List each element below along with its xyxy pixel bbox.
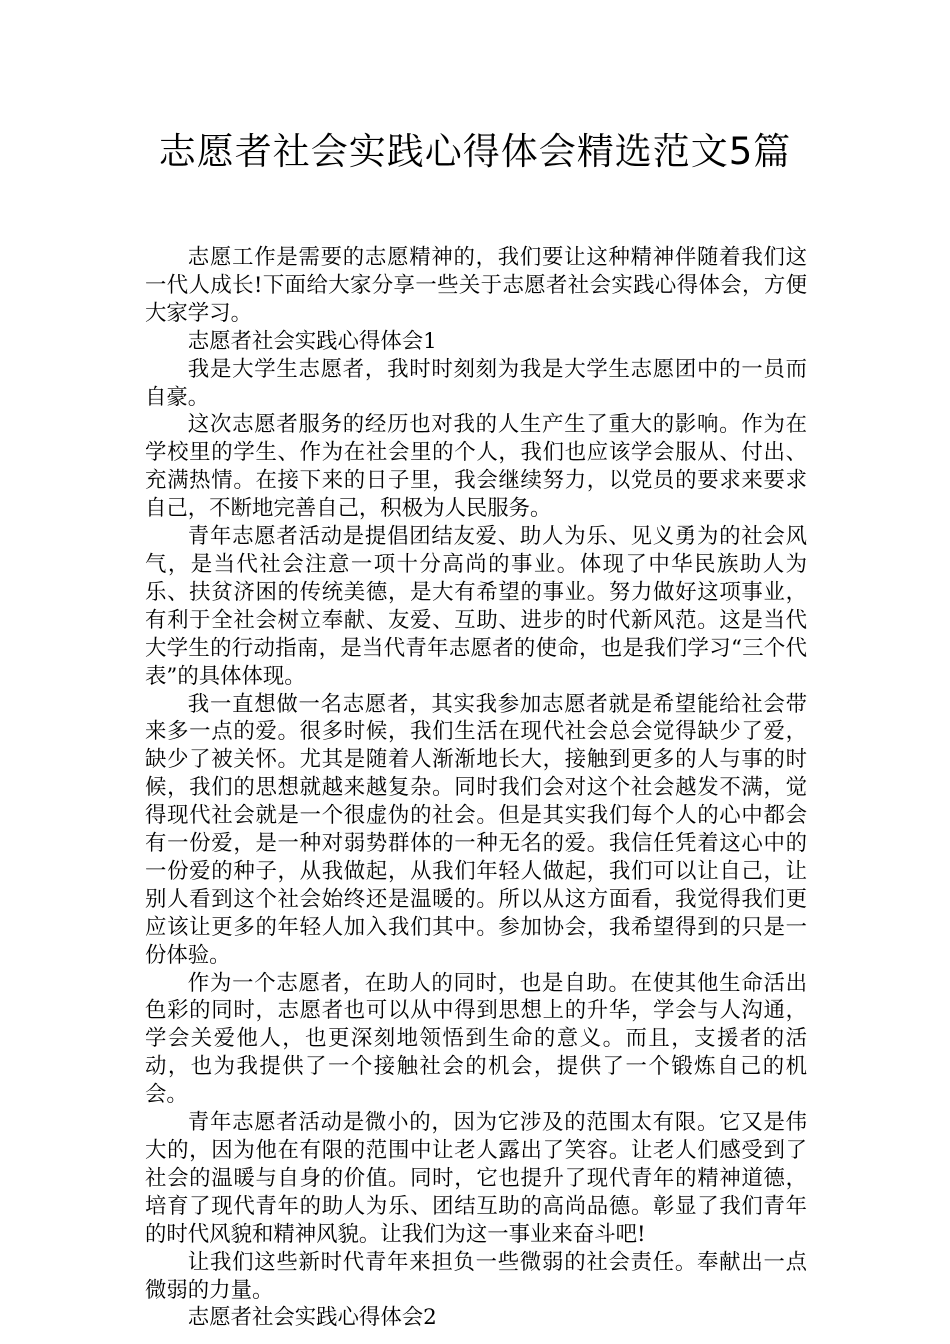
- intro-paragraph: 志愿工作是需要的志愿精神的，我们要让这种精神伴随着我们这一代人成长!下面给大家分享一些关于志愿者社会实践心得体会，方便大家学习。: [145, 245, 807, 326]
- section-heading: 志愿者社会实践心得体会1: [187, 328, 437, 354]
- document-title: 志愿者社会实践心得体会精选范文5篇: [158, 130, 792, 173]
- body-paragraph: 作为一个志愿者，在助人的同时，也是自助。在使其他生命活出色彩的同时，志愿者也可以从中得到思想上的升华，学会与人沟通，学会关爱他人，也更深刻地领悟到生命的意义。而且，支援者的活动，也为我提供了一个接触社会的机会，提供了一个锻炼自己的机会。: [145, 970, 807, 1108]
- body-paragraph: 这次志愿者服务的经历也对我的人生产生了重大的影响。作为在学校里的学生、作为在社会里的个人，我们也应该学会服从、付出、充满热情。在接下来的日子里，我会继续努力，以党员的要求来要求自己，不断地完善自己，积极为人民服务。: [145, 412, 807, 522]
- section-heading: 志愿者社会实践心得体会2: [187, 1305, 437, 1331]
- body-paragraph: 我是大学生志愿者，我时时刻刻为我是大学生志愿团中的一员而自豪。: [145, 356, 807, 410]
- body-paragraph: 让我们这些新时代青年来担负一些微弱的社会责任。奉献出一点微弱的力量。: [145, 1249, 807, 1303]
- body-paragraph: 青年志愿者活动是提倡团结友爱、助人为乐、见义勇为的社会风气，是当代社会注意一项十分高尚的事业。体现了中华民族助人为乐、扶贫济困的传统美德，是大有希望的事业。努力做好这项事业，有利于全社会树立奉献、友爱、互助、进步的时代新风范。这是当代大学生的行动指南，是当代青年志愿者的使命，也是我们学习“三个代表”的具体体现。: [145, 524, 807, 689]
- body-paragraph: 青年志愿者活动是微小的，因为它涉及的范围太有限。它又是伟大的，因为他在有限的范围中让老人露出了笑容。让老人们感受到了社会的温暖与自身的价值。同时，它也提升了现代青年的精神道德，培育了现代青年的助人为乐、团结互助的高尚品德。彰显了我们青年的时代风貌和精神风貌。让我们为这一事业来奋斗吧!: [145, 1110, 807, 1247]
- body-paragraph: 我一直想做一名志愿者，其实我参加志愿者就是希望能给社会带来多一点的爱。很多时候，我们生活在现代社会总会觉得缺少了爱，缺少了被关怀。尤其是随着人渐渐地长大，接触到更多的人与事的时候，我们的思想就越来越复杂。同时我们会对这个社会越发不满，觉得现代社会就是一个很虚伪的社会。但是其实我们每个人的心中都会有一份爱，是一种对弱势群体的一种无名的爱。我信任凭着这心中的一份爱的种子，从我做起，从我们年轻人做起，我们可以让自己，让别人看到这个社会始终还是温暖的。所以从这方面看，我觉得我们更应该让更多的年轻人加入我们其中。参加协会，我希望得到的只是一份体验。: [145, 691, 807, 968]
- document-body: [145, 244, 807, 1332]
